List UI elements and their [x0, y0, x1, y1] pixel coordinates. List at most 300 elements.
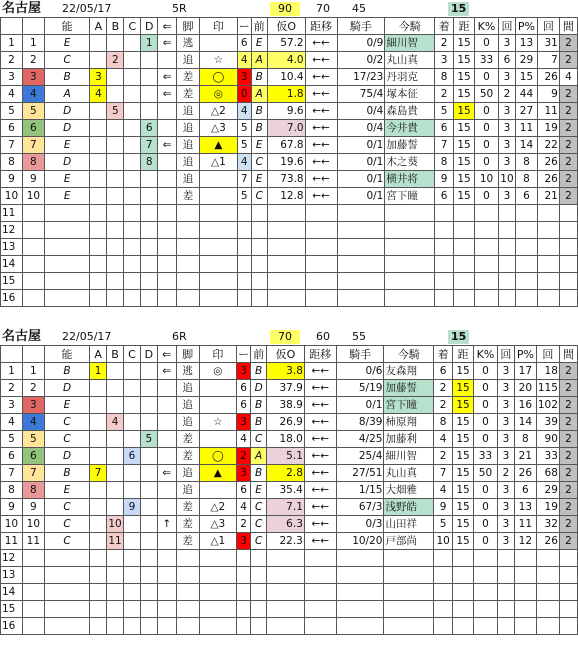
empty-cell [498, 222, 515, 239]
cell-chaku: 2 [434, 397, 453, 414]
cell-kyo: 15 [453, 431, 474, 448]
cell-ashi: 逃 [176, 363, 199, 380]
empty-cell [124, 205, 141, 222]
column-header: 仮O [267, 18, 305, 35]
race-number: 5R [172, 2, 187, 15]
empty-cell [435, 273, 454, 290]
cell-kan: 2 [559, 137, 577, 154]
empty-row [1, 584, 578, 601]
cell-pp: 26 [514, 465, 536, 482]
cell-pp: 29 [515, 52, 537, 69]
column-header-row [1, 18, 578, 35]
empty-cell [90, 550, 107, 567]
empty-cell [251, 584, 267, 601]
empty-cell [497, 618, 514, 635]
cell-chaku: 8 [435, 69, 454, 86]
empty-cell [140, 601, 157, 618]
empty-cell [537, 273, 559, 290]
cell-kyo: 15 [453, 363, 474, 380]
cell-kon: 宮下瞳 [385, 188, 435, 205]
cell-k2: 21 [537, 188, 559, 205]
cell-kishu: 5/19 [336, 380, 384, 397]
cell-ashi: 追 [177, 120, 200, 137]
empty-cell [435, 256, 454, 273]
empty-cell [385, 239, 435, 256]
empty-cell [434, 550, 453, 567]
column-header: ー [238, 347, 250, 361]
cell-kishu: 0/1 [337, 188, 385, 205]
empty-cell [158, 256, 177, 273]
cell-d [140, 448, 157, 465]
cell-nou: C [44, 431, 89, 448]
cell-w: 4 [22, 414, 44, 431]
empty-cell [124, 273, 141, 290]
cell-mark [199, 380, 237, 397]
cell-arr [158, 120, 177, 137]
cell-nou: C [44, 533, 89, 550]
table-row[interactable] [1, 499, 578, 516]
table-row[interactable] [1, 171, 578, 188]
cell-kon: 宮下瞳 [384, 397, 434, 414]
cell-mark: △1 [199, 533, 237, 550]
score-1: 90 [270, 2, 300, 16]
cell-ashi: 追 [177, 137, 200, 154]
empty-row [1, 550, 578, 567]
column-header [1, 346, 23, 363]
cell-kishu: 67/3 [336, 499, 384, 516]
cell-odds: 12.8 [267, 188, 305, 205]
empty-cell [200, 290, 238, 307]
cell-pp: 13 [514, 499, 536, 516]
cell-chaku: 4 [434, 431, 453, 448]
cell-b: 4 [107, 414, 124, 431]
cell-kyo: 15 [453, 380, 474, 397]
cell-kp: 0 [475, 154, 499, 171]
cell-c: 9 [124, 499, 141, 516]
cell-bar: 3 [237, 533, 251, 550]
cell-kyori: ←← [305, 103, 337, 120]
cell-k1: 2 [497, 465, 514, 482]
cell-ashi: 差 [176, 448, 199, 465]
cell-mark: △2 [200, 103, 238, 120]
cell-b [107, 499, 124, 516]
empty-cell [305, 273, 337, 290]
cell-pp: 20 [514, 380, 536, 397]
cell-d [140, 414, 157, 431]
empty-cell [157, 567, 176, 584]
cell-pp: 12 [514, 533, 536, 550]
cell-b [107, 69, 124, 86]
empty-cell [22, 273, 44, 290]
cell-k1: 3 [498, 69, 515, 86]
empty-cell [44, 584, 89, 601]
cell-kishu: 0/3 [336, 516, 384, 533]
empty-cell [515, 273, 537, 290]
cell-ashi: 追 [177, 52, 200, 69]
cell-pp: 44 [515, 86, 537, 103]
cell-kon: 丹羽克 [385, 69, 435, 86]
empty-cell [514, 618, 536, 635]
cell-kyo: 15 [454, 154, 475, 171]
cell-bar: 5 [237, 137, 251, 154]
cell-k2: 90 [536, 431, 559, 448]
race-header [0, 0, 578, 17]
cell-k2: 68 [536, 465, 559, 482]
cell-kp: 50 [475, 86, 499, 103]
table-row[interactable] [1, 188, 578, 205]
empty-cell [177, 273, 200, 290]
empty-cell [90, 256, 107, 273]
cell-a [90, 448, 107, 465]
cell-bar: 5 [237, 188, 251, 205]
cell-arr [157, 533, 176, 550]
cell-bar: 6 [237, 482, 251, 499]
empty-cell [559, 550, 577, 567]
empty-cell [124, 601, 141, 618]
cell-mark [200, 35, 238, 52]
empty-cell [475, 205, 499, 222]
empty-cell [267, 205, 305, 222]
cell-kp: 0 [474, 414, 498, 431]
cell-ashi: 追 [177, 103, 200, 120]
empty-cell [22, 618, 44, 635]
empty-cell [124, 290, 141, 307]
table-row[interactable] [1, 137, 578, 154]
cell-kp: 33 [474, 448, 498, 465]
row-number: 8 [1, 154, 23, 171]
cell-b [107, 380, 124, 397]
cell-chaku: 2 [435, 86, 454, 103]
cell-a [90, 35, 107, 52]
cell-b [107, 482, 124, 499]
cell-arr: ⇐ [158, 86, 177, 103]
cell-d: 7 [141, 137, 158, 154]
column-header [22, 346, 44, 363]
cell-mark: △3 [200, 120, 238, 137]
empty-cell [107, 222, 124, 239]
table-row[interactable] [1, 103, 578, 120]
empty-cell [337, 256, 385, 273]
cell-w: 4 [22, 86, 44, 103]
empty-cell [537, 222, 559, 239]
cell-nou: D [44, 154, 90, 171]
column-header: 回 [498, 18, 515, 35]
cell-chaku: 8 [435, 154, 454, 171]
cell-bar: 4 [237, 154, 251, 171]
cell-kishu: 27/51 [336, 465, 384, 482]
cell-c [124, 120, 141, 137]
empty-cell [304, 584, 336, 601]
cell-a [90, 137, 107, 154]
empty-cell [498, 273, 515, 290]
empty-cell [199, 618, 237, 635]
cell-kan: 2 [559, 414, 577, 431]
empty-row [1, 601, 578, 618]
cell-kon: 加藤利 [384, 431, 434, 448]
cell-a [90, 482, 107, 499]
empty-cell [454, 273, 475, 290]
cell-b [107, 86, 124, 103]
column-header: 仮O [267, 346, 305, 363]
cell-kyo: 15 [454, 137, 475, 154]
empty-cell [177, 205, 200, 222]
row-number: 1 [1, 363, 23, 380]
empty-cell [514, 584, 536, 601]
cell-chaku: 2 [435, 35, 454, 52]
column-header: 脚 [176, 346, 199, 363]
row-number: 15 [1, 601, 23, 618]
row-number: 11 [1, 205, 23, 222]
cell-bar: 4 [237, 431, 251, 448]
empty-cell [157, 550, 176, 567]
cell-pp: 11 [515, 120, 537, 137]
empty-cell [475, 256, 499, 273]
table-row[interactable] [1, 397, 578, 414]
table-row[interactable] [1, 154, 578, 171]
cell-kyori: ←← [305, 69, 337, 86]
cell-mae: B [251, 103, 267, 120]
empty-cell [22, 222, 44, 239]
empty-cell [559, 290, 577, 307]
cell-k1: 3 [498, 103, 515, 120]
cell-odds: 57.2 [267, 35, 305, 52]
row-number: 11 [1, 533, 23, 550]
column-header: 印 [199, 346, 237, 363]
cell-k1: 3 [497, 482, 514, 499]
cell-c [124, 103, 141, 120]
cell-d: 6 [141, 120, 158, 137]
empty-cell [124, 256, 141, 273]
cell-ashi: 差 [176, 431, 199, 448]
cell-arr [157, 431, 176, 448]
table-row[interactable] [1, 86, 578, 103]
empty-cell [158, 205, 177, 222]
empty-cell [251, 567, 267, 584]
cell-chaku: 10 [434, 533, 453, 550]
cell-a [90, 154, 107, 171]
empty-cell [304, 601, 336, 618]
cell-nou: A [44, 86, 90, 103]
table-row[interactable] [1, 120, 578, 137]
cell-pp: 6 [514, 482, 536, 499]
cell-arr [157, 414, 176, 431]
table-row[interactable] [1, 431, 578, 448]
cell-kan: 2 [559, 363, 577, 380]
cell-mae: B [251, 363, 267, 380]
cell-arr [158, 188, 177, 205]
cell-d [140, 465, 157, 482]
score-2: 60 [316, 330, 330, 343]
cell-kon: 森島貴 [385, 103, 435, 120]
table-row[interactable] [1, 533, 578, 550]
column-header: 騎手 [337, 18, 385, 35]
column-header: 距移 [305, 18, 337, 35]
cell-c [124, 171, 141, 188]
cell-kon: 塚本征 [385, 86, 435, 103]
empty-cell [44, 550, 89, 567]
cell-kon: 友森翔 [384, 363, 434, 380]
row-number: 13 [1, 239, 23, 256]
empty-row [1, 222, 578, 239]
cell-kyo: 15 [453, 533, 474, 550]
cell-a: 1 [90, 363, 107, 380]
empty-cell [337, 290, 385, 307]
cell-mae: C [251, 431, 267, 448]
table-row[interactable] [1, 380, 578, 397]
cell-a [90, 103, 107, 120]
cell-bar: 6 [237, 35, 251, 52]
cell-w: 2 [22, 52, 44, 69]
empty-cell [536, 550, 559, 567]
cell-kan: 2 [559, 482, 577, 499]
cell-chaku: 3 [435, 52, 454, 69]
cell-kyori: ←← [304, 465, 336, 482]
cell-nou: D [44, 103, 90, 120]
empty-cell [107, 256, 124, 273]
cell-kp: 0 [474, 431, 498, 448]
empty-cell [177, 222, 200, 239]
empty-cell [90, 205, 107, 222]
cell-c [124, 69, 141, 86]
empty-cell [384, 550, 434, 567]
empty-cell [336, 601, 384, 618]
cell-pp: 16 [514, 397, 536, 414]
empty-cell [107, 239, 124, 256]
cell-c [124, 431, 141, 448]
cell-w: 9 [22, 499, 44, 516]
empty-cell [559, 567, 577, 584]
cell-nou: D [44, 380, 89, 397]
cell-arr: ↑ [157, 516, 176, 533]
empty-cell [434, 584, 453, 601]
cell-c [124, 137, 141, 154]
empty-cell [559, 239, 577, 256]
table-row[interactable] [1, 448, 578, 465]
row-number: 9 [1, 171, 23, 188]
cell-chaku: 9 [434, 499, 453, 516]
empty-cell [453, 584, 474, 601]
table-row[interactable] [1, 482, 578, 499]
cell-bar: 2 [237, 448, 251, 465]
empty-cell [267, 273, 305, 290]
empty-cell [536, 601, 559, 618]
empty-cell [515, 290, 537, 307]
race-section-6r [0, 328, 578, 656]
empty-cell [536, 584, 559, 601]
empty-cell [304, 567, 336, 584]
cell-k2: 31 [537, 35, 559, 52]
cell-kyori: ←← [305, 171, 337, 188]
table-row[interactable] [1, 35, 578, 52]
cell-pp: 11 [514, 516, 536, 533]
empty-cell [44, 618, 89, 635]
cell-kp: 0 [475, 35, 499, 52]
cell-mae: A [251, 52, 267, 69]
cell-c [124, 380, 141, 397]
cell-arr [158, 171, 177, 188]
column-header: K% [475, 18, 499, 35]
cell-k2: 26 [537, 171, 559, 188]
empty-cell [497, 567, 514, 584]
empty-cell [90, 584, 107, 601]
cell-kishu: 0/4 [337, 120, 385, 137]
cell-kp: 0 [475, 120, 499, 137]
row-number: 15 [1, 273, 23, 290]
table-row[interactable] [1, 363, 578, 380]
row-number: 2 [1, 380, 23, 397]
empty-cell [515, 222, 537, 239]
cell-chaku: 7 [435, 137, 454, 154]
table-row[interactable] [1, 414, 578, 431]
table-row[interactable] [1, 465, 578, 482]
empty-cell [498, 290, 515, 307]
cell-k1: 3 [498, 188, 515, 205]
cell-nou: E [44, 397, 89, 414]
row-number: 8 [1, 482, 23, 499]
empty-cell [537, 239, 559, 256]
cell-a [90, 188, 107, 205]
cell-arr: ⇐ [158, 137, 177, 154]
empty-cell [304, 618, 336, 635]
cell-odds: 9.6 [267, 103, 305, 120]
cell-bar: 5 [237, 120, 251, 137]
cell-odds: 3.8 [267, 363, 305, 380]
empty-cell [559, 584, 577, 601]
empty-cell [474, 618, 498, 635]
cell-kan: 2 [559, 397, 577, 414]
cell-mae: B [251, 120, 267, 137]
cell-bar: 2 [237, 516, 251, 533]
cell-w: 10 [22, 188, 44, 205]
cell-a [90, 516, 107, 533]
cell-k1: 3 [498, 120, 515, 137]
row-number: 2 [1, 52, 23, 69]
cell-kp: 0 [475, 137, 499, 154]
empty-cell [237, 273, 251, 290]
empty-cell [474, 567, 498, 584]
cell-kyo: 15 [454, 69, 475, 86]
cell-d [141, 188, 158, 205]
empty-cell [107, 618, 124, 635]
empty-cell [22, 584, 44, 601]
row-number: 7 [1, 137, 23, 154]
empty-row [1, 618, 578, 635]
cell-c [124, 86, 141, 103]
cell-w: 5 [22, 103, 44, 120]
cell-d [141, 171, 158, 188]
empty-cell [537, 205, 559, 222]
cell-ashi: 差 [176, 516, 199, 533]
cell-mark: ☆ [200, 52, 238, 69]
cell-arr: ⇐ [157, 363, 176, 380]
table-row[interactable] [1, 52, 578, 69]
cell-ashi: 追 [176, 414, 199, 431]
cell-kishu: 0/1 [337, 137, 385, 154]
cell-kishu: 25/4 [336, 448, 384, 465]
empty-cell [514, 601, 536, 618]
empty-cell [251, 618, 267, 635]
empty-cell [537, 256, 559, 273]
empty-cell [124, 550, 141, 567]
empty-cell [90, 601, 107, 618]
cell-chaku: 6 [434, 363, 453, 380]
table-row[interactable] [1, 69, 578, 86]
cell-k2: 39 [536, 414, 559, 431]
cell-bar: 3 [237, 363, 251, 380]
table-row[interactable] [1, 516, 578, 533]
row-number: 12 [1, 222, 23, 239]
cell-kishu: 1/15 [336, 482, 384, 499]
